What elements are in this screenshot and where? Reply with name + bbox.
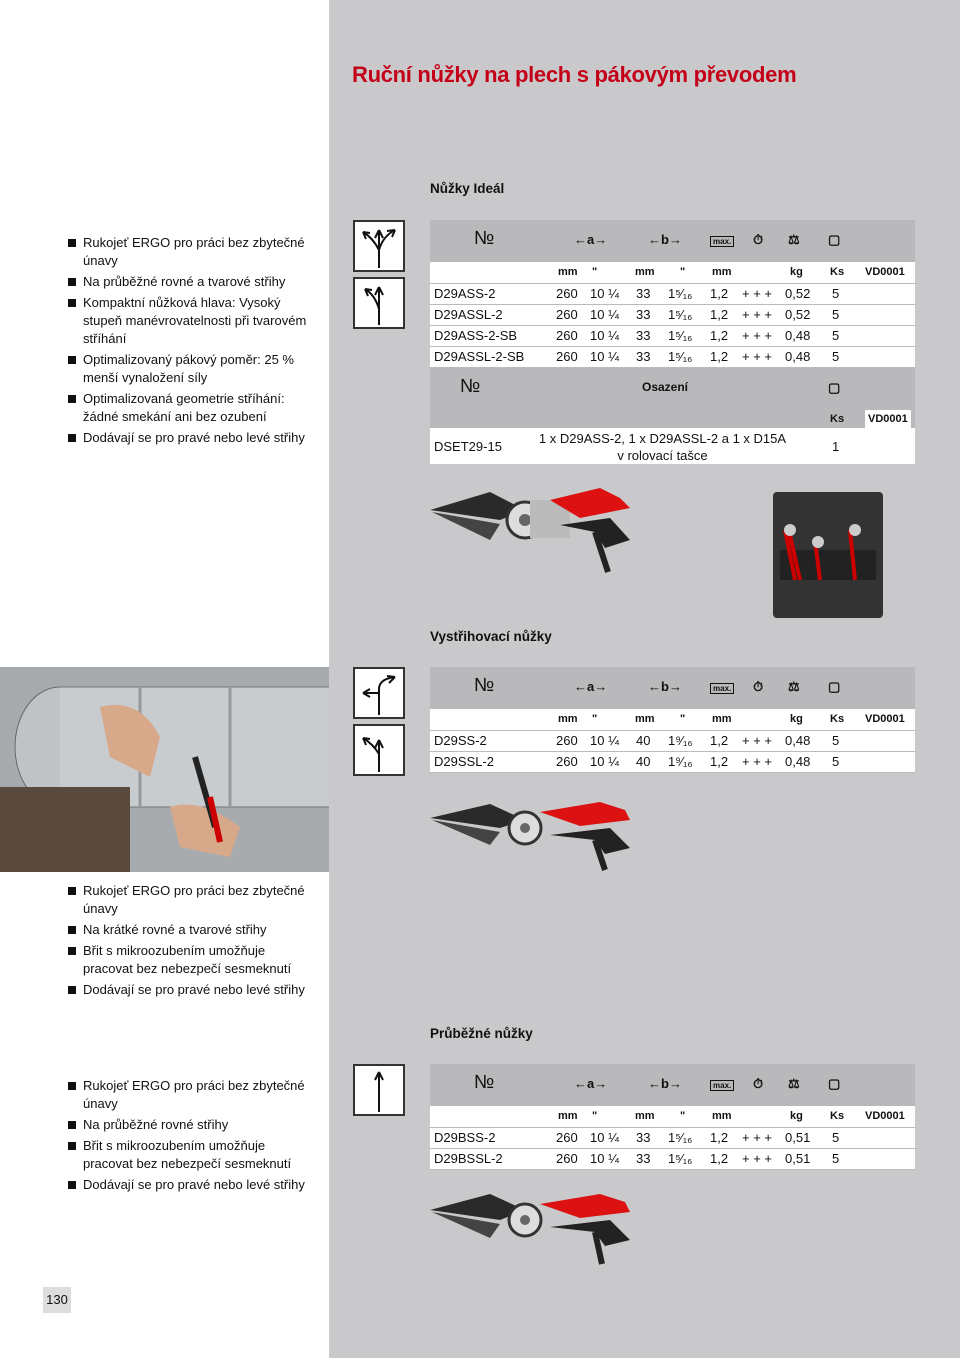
scale-icon: ⚖ [788, 1076, 800, 1091]
set-units-row: Ks VD0001 [430, 410, 915, 428]
shears-image-prubezne [430, 1180, 655, 1270]
stopwatch-icon: ⏱ [753, 679, 764, 694]
bullet-item: Břit s mikroozubením umožňuje pracovat bez nebezpečí sesmeknutí [68, 1137, 318, 1173]
bullet-item: Rukojeť ERGO pro práci bez zbytečné únavy [68, 1077, 318, 1113]
dimension-b-icon: ←b→ [648, 1076, 682, 1091]
product-table-ideal [430, 220, 915, 464]
table-row: D29SSL-2 260 10 ¼ 40 1⁹⁄₁₆ 1,2 + + + 0,48 5 [430, 752, 915, 773]
section-heading-prubezne: Průběžné nůžky [430, 1026, 533, 1041]
ductwork-photo [0, 667, 329, 872]
box-icon: ▢ [828, 232, 841, 247]
scale-icon: ⚖ [788, 232, 800, 247]
bullet-item: Dodávají se pro pravé nebo levé střihy [68, 981, 318, 999]
cut-direction-icon [353, 277, 405, 329]
table-row: D29BSS-2 260 10 ¼ 33 1⁵⁄₁₆ 1,2 + + + 0,51 5 [430, 1128, 915, 1149]
set-row: DSET29-15 1 x D29ASS-2, 1 x D29ASSL-2 a 1 x D15A v rolovací tašce 1 [434, 431, 840, 463]
units-row: mm " mm " mm kg Ks VD0001 [430, 709, 915, 731]
cut-direction-icon [353, 1064, 405, 1116]
box-icon: ▢ [828, 380, 841, 395]
number-symbol: № [474, 228, 495, 249]
units-row: mm " mm " mm kg Ks VD0001 [430, 1106, 915, 1128]
bullet-item: Optimalizovaný pákový poměr: 25 % menší vynaložení síly [68, 351, 318, 387]
bullet-list-prubezne [68, 1077, 318, 1197]
scale-icon: ⚖ [788, 679, 800, 694]
dimension-a-icon: ←a→ [574, 679, 608, 694]
table-row: D29ASSL-2 260 10 ¼ 33 1⁵⁄₁₆ 1,2 + + + 0,52 5 [430, 305, 915, 326]
bullet-list-vystrihovaci [68, 882, 318, 1002]
bullet-item: Rukojeť ERGO pro práci bez zbytečné únavy [68, 234, 318, 270]
section-heading-ideal: Nůžky Ideál [430, 181, 505, 196]
bullet-item: Dodávají se pro pravé nebo levé střihy [68, 429, 318, 447]
table-row: D29ASS-2 260 10 ¼ 33 1⁵⁄₁₆ 1,2 + + + 0,52 5 [430, 284, 915, 305]
box-icon: ▢ [828, 1076, 841, 1091]
table-row: D29SS-2 260 10 ¼ 40 1⁹⁄₁₆ 1,2 + + + 0,48 5 [430, 731, 915, 752]
bullet-list-ideal [68, 234, 318, 450]
bullet-item: Na průběžné rovné střihy [68, 1116, 318, 1134]
dimension-b-icon: ←b→ [648, 232, 682, 247]
table-header: № ←a→ ←b→ max. ⏱ ⚖ ▢ [430, 1064, 915, 1106]
cut-direction-icon [353, 667, 405, 719]
table-row: D29ASS-2-SB 260 10 ¼ 33 1⁵⁄₁₆ 1,2 + + + 0,48 5 [430, 326, 915, 347]
section-heading-vystrihovaci: Vystřihovací nůžky [430, 629, 552, 644]
bullet-item: Dodávají se pro pravé nebo levé střihy [68, 1176, 318, 1194]
bullet-item: Břit s mikroozubením umožňuje pracovat bez nebezpečí sesmeknutí [68, 942, 318, 978]
max-thickness-icon: max. [710, 1080, 734, 1091]
bullet-item: Optimalizovaná geometrie stříhání: žádné smekání ani bez ozubení [68, 390, 318, 426]
max-thickness-icon: max. [710, 683, 734, 694]
cut-direction-icon [353, 724, 405, 776]
bullet-item: Kompaktní nůžková hlava: Vysoký stupeň manévrovatelnosti při tvarovém stříhání [68, 294, 318, 348]
bullet-item: Rukojeť ERGO pro práci bez zbytečné únavy [68, 882, 318, 918]
dimension-a-icon: ←a→ [574, 232, 608, 247]
cut-direction-icon [353, 220, 405, 272]
table-header: № ←a→ ←b→ max. ⏱ ⚖ ▢ [430, 667, 915, 709]
bullet-item: Na průběžné rovné a tvarové střihy [68, 273, 318, 291]
stopwatch-icon: ⏱ [753, 232, 764, 247]
tool-bag-image [770, 490, 885, 620]
shears-image-ideal [430, 480, 655, 575]
table-header [430, 220, 915, 262]
shears-image-vystrihovaci [430, 790, 655, 875]
page-number: 130 [43, 1287, 71, 1313]
product-table-vystrihovaci [430, 667, 915, 773]
table-row: D29ASSL-2-SB 260 10 ¼ 33 1⁵⁄₁₆ 1,2 + + + 0,48 5 [430, 347, 915, 368]
max-thickness-icon: max. [710, 236, 734, 247]
bullet-item: Na krátké rovné a tvarové střihy [68, 921, 318, 939]
product-table-prubezne [430, 1064, 915, 1170]
box-icon: ▢ [828, 679, 841, 694]
units-row: mm " mm " mm kg Ks VD0001 [430, 262, 915, 284]
table-row: D29BSSL-2 260 10 ¼ 33 1⁵⁄₁₆ 1,2 + + + 0,51 5 [430, 1149, 915, 1170]
page-title: Ruční nůžky na plech s pákovým převodem [352, 62, 797, 87]
dimension-a-icon: ←a→ [574, 1076, 608, 1091]
stopwatch-icon: ⏱ [753, 1076, 764, 1091]
set-header: № Osazení ▢ [430, 368, 915, 410]
dimension-b-icon: ←b→ [648, 679, 682, 694]
